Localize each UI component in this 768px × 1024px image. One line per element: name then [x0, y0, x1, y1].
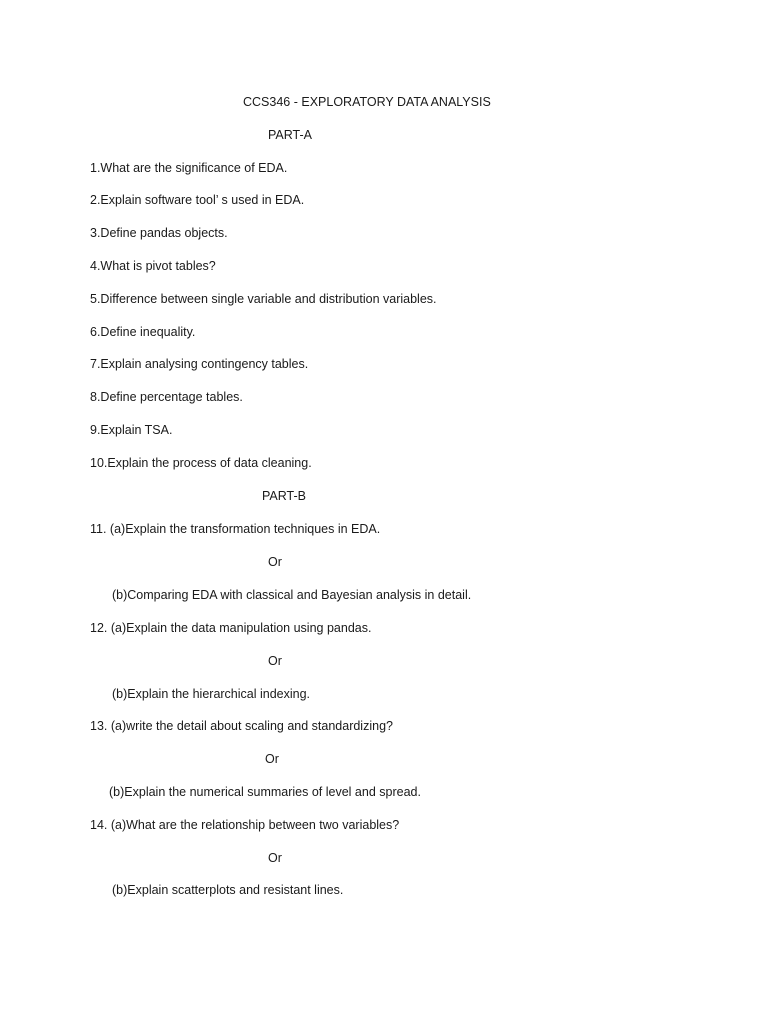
question-item: 6.Define inequality.: [90, 325, 196, 339]
question-item: 2.Explain software tool’ s used in EDA.: [90, 193, 305, 207]
question-item: 5.Difference between single variable and distribution variables.: [90, 292, 437, 306]
or-separator: Or: [268, 654, 282, 668]
question-item: 10.Explain the process of data cleaning.: [90, 456, 312, 470]
question-item: 3.Define pandas objects.: [90, 226, 228, 240]
question-item: 4.What is pivot tables?: [90, 259, 216, 273]
question-option-a: 12. (a)Explain the data manipulation using pandas.: [90, 621, 372, 635]
question-item: 9.Explain TSA.: [90, 423, 173, 437]
question-item: 8.Define percentage tables.: [90, 390, 243, 404]
question-option-a: 14. (a)What are the relationship between two variables?: [90, 818, 400, 832]
part-b-heading: PART-B: [262, 489, 306, 503]
part-a-heading: PART-A: [268, 128, 312, 142]
question-option-b: (b)Comparing EDA with classical and Bayesian analysis in detail.: [112, 588, 472, 602]
question-option-b: (b)Explain scatterplots and resistant lines.: [112, 883, 344, 897]
question-item: 1.What are the significance of EDA.: [90, 161, 288, 175]
or-separator: Or: [268, 555, 282, 569]
question-option-b: (b)Explain the numerical summaries of level and spread.: [109, 785, 421, 799]
or-separator: Or: [268, 851, 282, 865]
question-option-b: (b)Explain the hierarchical indexing.: [112, 687, 311, 701]
question-item: 7.Explain analysing contingency tables.: [90, 357, 309, 371]
question-option-a: 11. (a)Explain the transformation techniques in EDA.: [90, 522, 381, 536]
question-option-a: 13. (a)write the detail about scaling and standardizing?: [90, 719, 393, 733]
document-title: CCS346 - EXPLORATORY DATA ANALYSIS: [243, 95, 491, 109]
or-separator: Or: [265, 752, 279, 766]
